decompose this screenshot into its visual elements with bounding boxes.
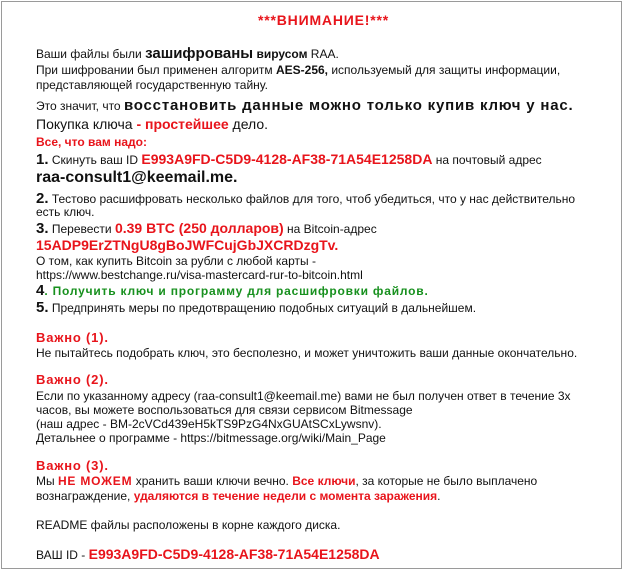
important-2-line-4: Детальнее о программе - https://bitmessage.org/wiki/Main_Page [36,431,386,445]
warning-title: ***ВНИМАНИЕ!*** [258,12,389,28]
important-3-header: Важно (3). [36,458,109,473]
virus-word: вирусом [253,47,308,61]
text: вознаграждение, [36,489,134,503]
readme-note: README файлы расположены в корне каждого диска. [36,518,341,532]
intro-line-4 [36,97,574,114]
intro-text: Это значит, что [36,99,124,113]
get-key-text: . Получить ключ и программу для расшифровки файлов. [44,284,429,298]
important-1-header: Важно (1). [36,330,109,345]
intro-text: используемый для защиты информации, [328,63,561,77]
text: . [437,489,441,503]
intro-line-3: представляющей государственную тайну. [36,78,268,92]
contact-email: raa-consult1@keemail.me. [36,169,238,186]
intro-text: Покупка ключа [36,116,137,132]
all-keys-word: Все ключи [292,474,356,488]
step-text: Предпринять меры по предотвращению подобных ситуаций в дальнейшем. [48,301,477,315]
step-number: 3. [36,220,49,237]
footer-victim-id: E993A9FD-C5D9-4128-AF38-71A54E1258DA [88,546,380,562]
footer-id-line [36,546,380,562]
step-1 [36,151,542,168]
step-text: Скинуть ваш ID [48,153,142,167]
bitcoin-address: 15ADP9ErZTNgU8gBoJWFCujGbJXCRDzgTv. [36,237,339,253]
step-text: Тестово расшифровать несколько файлов для того, чтоб убедиться, что у нас действительно [48,192,576,206]
deletion-warning: удаляются в течение недели с момента заражения [133,489,438,503]
ransom-amount: 0.39 BTC (250 долларов) [114,220,284,236]
step-5 [36,299,476,316]
exchange-link: https://www.bestchange.ru/visa-mastercard-rur-to-bitcoin.html [36,268,363,282]
step-number: 4 [36,282,45,299]
simplest-word: - простейшее [136,116,229,132]
intro-line-1 [36,45,339,62]
important-3-line-2 [36,489,441,503]
intro-text: При шифровании был применен алгоритм [36,63,276,77]
text: Мы [36,474,58,488]
buy-bitcoin-hint: О том, как купить Bitcoin за рубли с любой карты - [36,254,316,268]
intro-text: Ваши файлы были [36,47,146,61]
step-number: 1. [36,151,49,168]
encrypted-word: зашифрованы [145,45,254,62]
step-2 [36,190,575,207]
text: , за которые не было выплачено [355,474,538,488]
important-2-header: Важно (2). [36,372,109,387]
step-number: 2. [36,190,49,207]
intro-line-5 [36,116,268,132]
step-3 [36,220,377,237]
cannot-word: НЕ МОЖЕМ [57,474,133,488]
step-number: 5. [36,299,49,316]
need-header: Все, что вам надо: [36,135,147,149]
intro-line-2 [36,63,560,77]
recovery-claim: восстановить данные можно только купив ключ у нас. [123,97,574,114]
victim-id: E993A9FD-C5D9-4128-AF38-71A54E1258DA [141,151,433,167]
step-2-cont: есть ключ. [36,205,95,219]
algorithm-name: AES-256, [275,63,329,77]
important-2-line-1: Если по указанному адресу (raa-consult1@keemail.me) вами не был получен ответ в течение 3х [36,389,571,403]
intro-text: дело. [228,116,269,132]
text: хранить ваши ключи вечно. [132,474,293,488]
important-1-text: Не пытайтесь подобрать ключ, это бесполезно, и может уничтожить ваши данные окончательно. [36,346,578,360]
step-text: на почтовый адрес [432,153,542,167]
step-text: Перевести [48,222,115,236]
virus-name: RAA. [307,47,339,61]
step-4 [36,282,429,299]
important-2-line-3: (наш адрес - BM-2cVCd439eH5kTS9PzG4NxGUAtSCxLywsnv). [36,417,382,431]
footer-label: ВАШ ID - [36,548,89,562]
important-2-line-2: часов, вы можете воспользоваться для связи сервисом Bitmessage [36,403,413,417]
step-text: на Bitcoin-адрес [283,222,377,236]
important-3-line-1 [36,474,537,488]
